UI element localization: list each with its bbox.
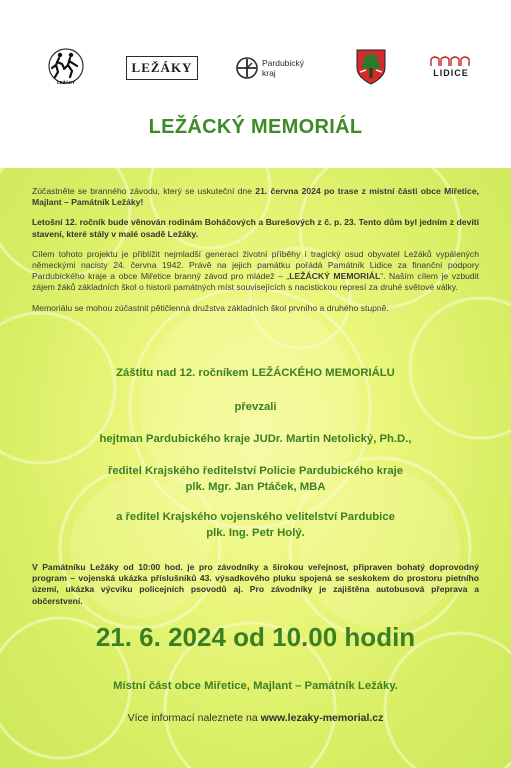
lezaky-logo (126, 56, 198, 80)
lidice-logo-text: LIDICE (433, 67, 469, 78)
intro-text (32, 186, 479, 323)
coat-of-arms-icon (355, 48, 387, 86)
poster-body (0, 168, 511, 768)
kraj-line1: Pardubický (262, 58, 305, 68)
paragraph-2: Letošní 12. ročník bude věnován rodinám Boháčových a Burešových z č. p. 23. Tento dům byl jedním z devíti stavení, které stály v malé osadě Ležáky. (32, 217, 479, 239)
runners-icon (44, 46, 88, 90)
more-info: Více informací naleznete na www.lezaky-memorial.cz (127, 712, 384, 724)
event-date: 21. 6. 2024 od 10.00 hodin (95, 622, 416, 652)
kraj-line2: kraj (262, 68, 276, 78)
patronage-line-3: hejtman Pardubického kraje JUDr. Martin Netolický, Ph.D., (99, 433, 412, 445)
lezaky-logo-text: LEŽÁKY (131, 60, 193, 75)
miretice-coat-of-arms (355, 48, 387, 86)
svg-text:LEŽÁKY: LEŽÁKY (57, 80, 75, 85)
kraj-emblem-icon (236, 57, 258, 79)
patronage-line-6: a ředitel Krajského vojenského velitelství Pardubice (116, 511, 395, 523)
pardubicky-kraj-logo (236, 54, 316, 82)
lidice-logo (428, 52, 474, 80)
website-link[interactable]: www.lezaky-memorial.cz (260, 712, 384, 724)
patronage-line-7: plk. Ing. Petr Holý. (206, 527, 305, 539)
paragraph-3: Cílem tohoto projektu je přiblížit nejmladší generaci životní příběhy i tragický osud obyvatel Ležáků vypálených německými nacisty 24. června 1942. Právě na jejich památku pořádá Památník Lidice za finanční podpory Pardubického kraje a obce Miřetice branný závod pro mládež – „LEŽÁCKÝ MEMORIÁL“. Naším cílem je vzbudit zájem žáků základních škol o historii památných míst souvisejících s nacistickou represí za druhé světové války. (32, 248, 479, 293)
runners-logo (44, 46, 88, 90)
patronage-line-5: plk. Mgr. Jan Ptáček, MBA (185, 481, 326, 493)
logo-bar (0, 0, 511, 110)
paragraph-1: Zúčastněte se branného závodu, který se uskuteční dne 21. června 2024 po trase z místní části obce Miřetice, Majlant – Památník Ležáky! (32, 186, 479, 208)
event-place: Místní část obce Miřetice, Majlant – Památník Ležáky. (113, 680, 398, 692)
patronage-line-2: převzali (234, 401, 277, 413)
paragraph-4: Memoriálu se mohou zúčastnit pětičlenná družstva základních škol prvního a druhého stupně. (32, 302, 389, 313)
page-title: LEŽÁCKÝ MEMORIÁL (148, 116, 363, 138)
patronage-line-4: ředitel Krajského ředitelství Policie Pardubického kraje (107, 465, 404, 477)
program-paragraph: V Památníku Ležáky od 10:00 hod. je pro závodníky a širokou veřejnost, připraven bohatý doprovodný program – vojenská ukázka příslušníků 43. výsadkového pluku spojená se seskokem do prostoru pietního území, ukázka výcviku policejních psovodů aj. Pro závodníky je zajištěna autobusová přeprava a občerstvení. (32, 562, 479, 606)
patronage-line-1: Záštitu nad 12. ročníkem LEŽÁCKÉHO MEMORIÁLU (116, 367, 395, 379)
lidice-arches-icon (429, 55, 473, 67)
